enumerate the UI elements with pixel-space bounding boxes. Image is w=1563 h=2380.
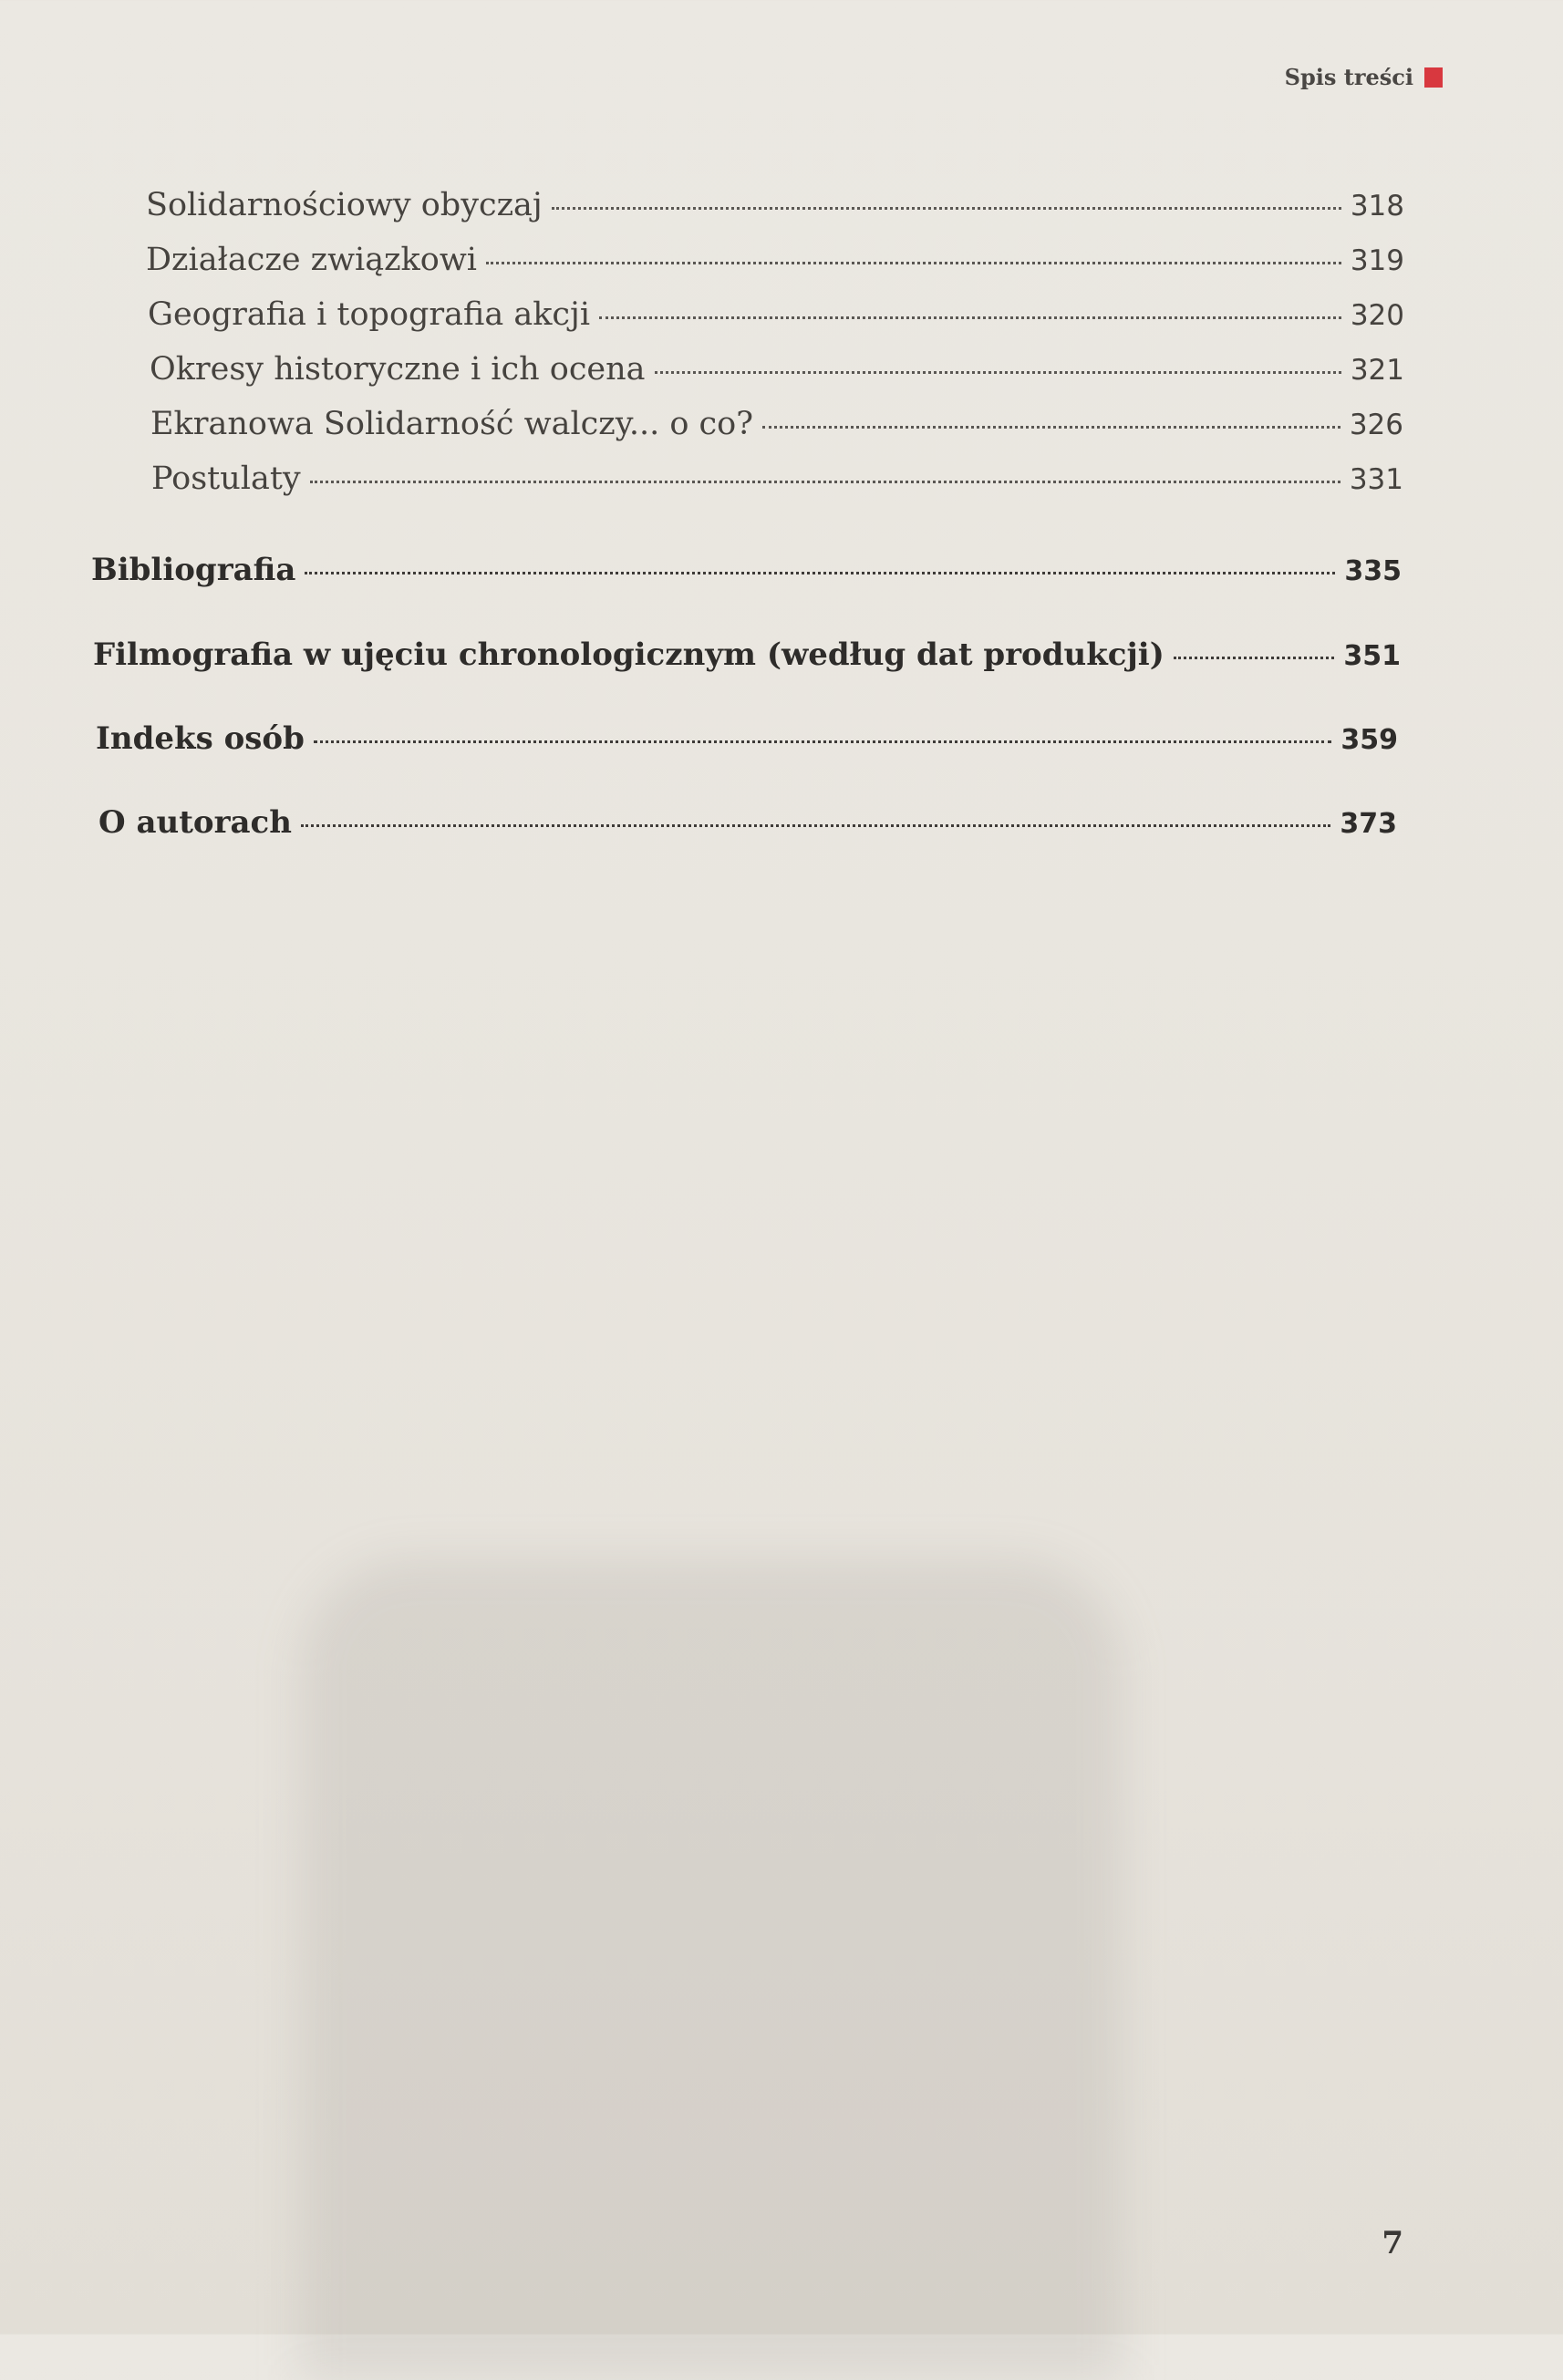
toc-entry-title: O autorach [98,804,292,841]
toc-entry-title: Geografia i topografia akcji [148,296,591,333]
toc-entry [150,406,1403,442]
toc-entry-main [91,552,1402,588]
toc-entry [146,242,1404,278]
toc-entry-title: Indeks osób [96,720,305,757]
toc-entry-title: Solidarnościowy obyczaj [146,187,543,223]
dot-leader [655,371,1341,374]
toc-entry-page: 319 [1350,244,1404,277]
dot-leader [762,426,1340,429]
toc-entry-page: 351 [1343,640,1401,672]
toc-entry-title: Ekranowa Solidarność walczy... o co? [150,406,753,442]
page-number: 7 [1382,2225,1403,2261]
dot-leader [552,207,1341,210]
dot-leader [1174,657,1335,659]
toc-entry-page: 359 [1340,724,1398,756]
toc-entry-main [93,636,1401,673]
dot-leader [310,481,1340,483]
toc-entry-page: 326 [1349,409,1403,441]
toc-entry-page: 373 [1340,808,1397,840]
dot-leader [305,572,1335,574]
toc-entry-title: Filmografia w ujęciu chronologicznym (według dat produkcji) [93,636,1164,673]
toc-entry-main [98,804,1397,841]
toc-entry-page: 335 [1344,555,1402,587]
red-square-icon [1424,67,1443,88]
toc-entry [151,460,1403,497]
toc-entry-title: Okresy historyczne i ich ocena [150,351,646,388]
dot-leader [599,316,1341,319]
toc-entry [150,351,1404,388]
dot-leader [486,262,1341,264]
toc-entry-page: 321 [1350,354,1404,387]
toc-entry-title: Bibliografia [91,552,296,588]
toc-entry-page: 320 [1350,299,1404,332]
toc-entry [148,296,1404,333]
toc-entry-page: 331 [1349,463,1403,496]
dot-leader [314,740,1332,743]
running-head-title: Spis treści [1284,64,1413,90]
running-head [1285,64,1443,90]
dot-leader [301,824,1330,827]
toc-entry-title: Działacze związkowi [146,242,477,278]
toc-entry [146,187,1404,223]
toc-entry-page: 318 [1350,190,1404,222]
toc-entry-main [96,720,1398,757]
phone-shadow [301,1559,1122,2380]
toc-entry-title: Postulaty [151,460,301,497]
